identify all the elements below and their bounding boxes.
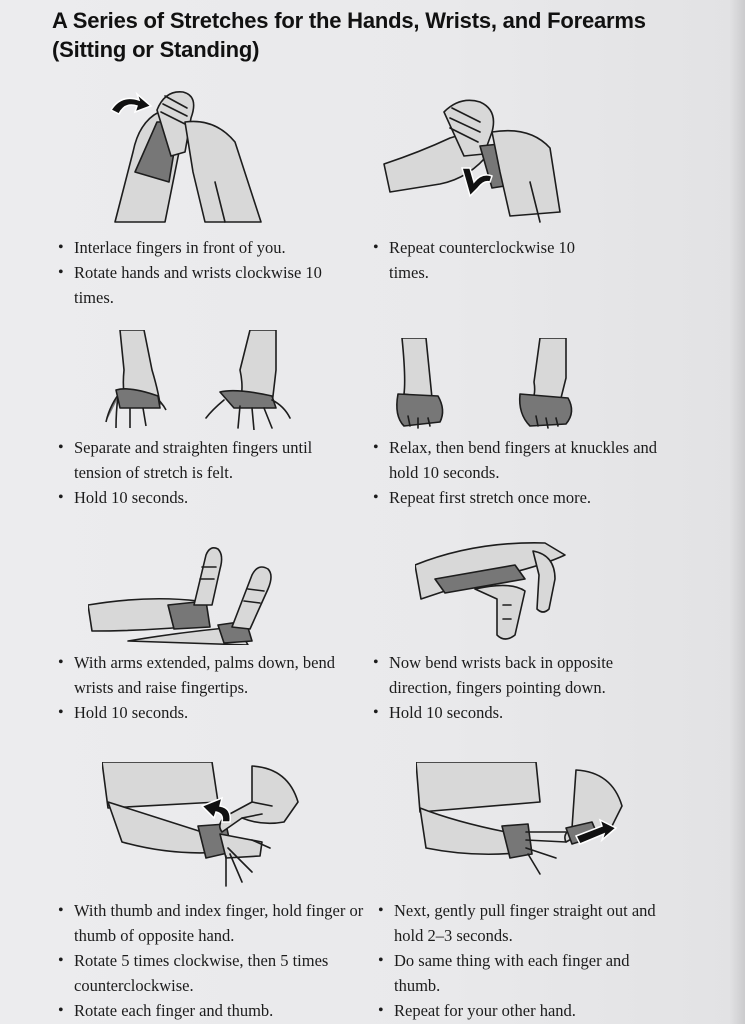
instruction-item: • Rotate hands and wrists clockwise 10 times. [58,260,348,310]
instruction-item: • Hold 10 seconds. [58,700,368,725]
instruction-item: • Relax, then bend fingers at knuckles and hold 10 seconds. [373,435,663,485]
instructions-row-4-left [58,898,368,1023]
instruction-item: • With thumb and index finger, hold finger or thumb of opposite hand. [58,898,368,948]
instruction-item: • Rotate each finger and thumb. [58,998,368,1023]
illustration-wrist-bent-down [415,535,570,645]
instructions-row-1-right [373,235,603,285]
instructions-row-3-right [373,650,678,725]
instruction-item: • Repeat for your other hand. [378,998,668,1023]
page-title-line-2: (Sitting or Standing) [52,37,260,62]
instruction-item: • Separate and straighten fingers until tension of stretch is felt. [58,435,358,485]
instruction-item: • Now bend wrists back in opposite direction, fingers pointing down. [373,650,678,700]
instruction-item: • Rotate 5 times clockwise, then 5 times counterclockwise. [58,948,368,998]
instruction-item: • Interlace fingers in front of you. [58,235,348,260]
instructions-row-2-left [58,435,358,510]
illustration-interlaced-hands-clockwise [95,82,275,230]
instruction-item: • Next, gently pull finger straight out and hold 2–3 seconds. [378,898,668,948]
instruction-item: • Repeat first stretch once more. [373,485,663,510]
instruction-item: • Hold 10 seconds. [373,700,678,725]
illustration-wrists-bent-up [88,545,288,645]
illustration-rotate-finger [102,762,302,892]
illustration-interlaced-hands-counterclockwise [380,92,565,230]
illustration-fingers-spread [100,330,300,430]
page-title-line-1: A Series of Stretches for the Hands, Wrists, and Forearms [52,8,646,33]
instructions-row-4-right [378,898,668,1023]
page-edge-shadow [729,0,745,1024]
instructions-row-1-left [58,235,348,310]
instruction-item: • Do same thing with each finger and thumb. [378,948,668,998]
instruction-item: • Hold 10 seconds. [58,485,358,510]
illustration-pull-finger [416,762,626,892]
page-title [52,6,712,64]
illustration-fingers-bent [390,338,590,430]
instructions-row-3-left [58,650,368,725]
instruction-item: • Repeat counterclockwise 10 times. [373,235,603,285]
instruction-item: • With arms extended, palms down, bend wrists and raise fingertips. [58,650,368,700]
instructions-row-2-right [373,435,663,510]
